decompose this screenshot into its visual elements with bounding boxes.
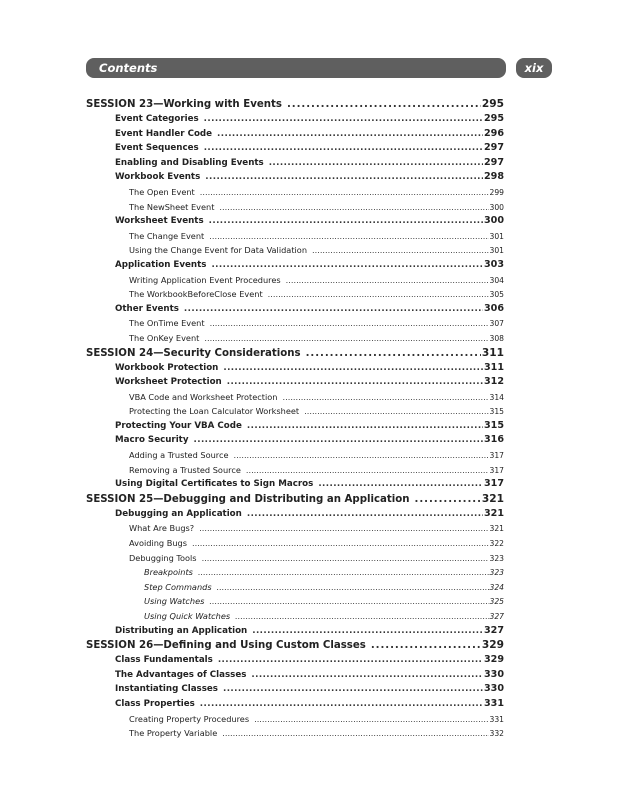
- dot-leader: [194, 433, 483, 448]
- toc-entry-page: 323: [489, 568, 504, 578]
- dot-leader: [371, 638, 481, 653]
- dot-leader: [235, 609, 488, 624]
- dot-leader: [184, 302, 483, 317]
- dot-leader: [318, 477, 483, 492]
- toc-entry-title: Event Sequences: [115, 143, 199, 154]
- toc-entry: [86, 127, 504, 142]
- toc-entry-title: Using the Change Event for Data Validation: [129, 245, 308, 256]
- dot-leader: [217, 127, 483, 142]
- toc-entry: [86, 551, 504, 566]
- toc-entry-title: Avoiding Bugs: [129, 538, 187, 549]
- dot-leader: [204, 112, 483, 127]
- toc-entry: [86, 726, 504, 741]
- toc-entry: [86, 390, 504, 405]
- dot-leader: [205, 170, 483, 185]
- toc-entry-title: SESSION 23—Working with Events: [86, 99, 282, 110]
- toc-entry-page: 317: [489, 451, 504, 461]
- dot-leader: [287, 97, 481, 112]
- toc-entry: [86, 361, 504, 376]
- toc-entry-page: 299: [489, 187, 504, 197]
- dot-leader: [200, 697, 483, 712]
- dot-leader: [211, 258, 483, 273]
- toc-entry: [86, 302, 504, 317]
- dot-leader: [268, 287, 489, 302]
- toc-entry-title: The Open Event: [129, 186, 195, 197]
- toc-entry-page: 303: [483, 258, 504, 270]
- toc-entry-title: Worksheet Protection: [115, 377, 222, 388]
- dot-leader: [223, 361, 483, 376]
- toc-entry: [86, 507, 504, 522]
- toc-entry-title: Workbook Protection: [115, 362, 219, 373]
- toc-entry: [86, 141, 504, 156]
- header-title: Contents: [99, 61, 158, 75]
- toc-entry-page: 324: [489, 582, 504, 592]
- dot-leader: [222, 726, 488, 741]
- toc-entry-page: 304: [489, 275, 504, 285]
- dot-leader: [283, 390, 489, 405]
- dot-leader: [219, 200, 488, 215]
- dot-leader: [252, 624, 483, 639]
- toc-entry-title: Using Digital Certificates to Sign Macros: [115, 479, 314, 490]
- toc-entry-title: Creating Property Procedures: [129, 713, 250, 724]
- toc-entry-title: The WorkbookBeforeClose Event: [129, 289, 263, 300]
- toc-entry-page: 300: [489, 202, 504, 212]
- toc-entry-title: Application Events: [115, 259, 207, 270]
- toc-entry: [86, 375, 504, 390]
- page-number-tab: [516, 58, 552, 78]
- dot-leader: [223, 682, 483, 697]
- toc-entry-page: 301: [489, 231, 504, 241]
- toc-entry-page: 321: [481, 492, 504, 505]
- dot-leader: [269, 156, 483, 171]
- toc-entry-page: 327: [483, 624, 504, 636]
- toc-entry: [86, 185, 504, 200]
- toc-entry: [86, 229, 504, 244]
- dot-leader: [209, 229, 488, 244]
- dot-leader: [247, 419, 483, 434]
- toc-entry: [86, 609, 504, 624]
- toc-entry-page: 308: [489, 333, 504, 343]
- toc-entry: [86, 419, 504, 434]
- dot-leader: [312, 243, 488, 258]
- toc-entry-page: 297: [483, 142, 504, 154]
- toc-entry: [86, 521, 504, 536]
- toc-entry-page: 317: [483, 478, 504, 490]
- toc-entry: [86, 404, 504, 419]
- toc-entry-page: 323: [489, 553, 504, 563]
- toc-entry-page: 298: [483, 171, 504, 183]
- dot-leader: [217, 580, 489, 595]
- toc-entry-page: 315: [489, 407, 504, 417]
- toc-entry-title: Protecting the Loan Calculator Worksheet: [129, 406, 300, 417]
- toc-entry: [86, 258, 504, 273]
- toc-entry-page: 325: [489, 597, 504, 607]
- dot-leader: [304, 404, 488, 419]
- toc-entry-page: 312: [483, 376, 504, 388]
- toc-entry: [86, 565, 504, 580]
- toc-entry-title: Worksheet Events: [115, 216, 204, 227]
- dot-leader: [200, 185, 489, 200]
- toc-entry-title: The Change Event: [129, 230, 205, 241]
- toc-entry-page: 327: [489, 612, 504, 621]
- toc-entry: [86, 668, 504, 683]
- toc-entry-title: Debugging Tools: [129, 552, 197, 563]
- toc-entry-title: What Are Bugs?: [129, 523, 195, 534]
- toc-entry-page: 295: [483, 113, 504, 124]
- toc-entry-title: VBA Code and Worksheet Protection: [129, 391, 278, 402]
- toc-entry-page: 297: [483, 156, 504, 168]
- toc-entry-title: Class Properties: [115, 698, 195, 709]
- dot-leader: [209, 594, 488, 609]
- toc-entry-title: Instantiating Classes: [115, 684, 218, 695]
- toc-entry-page: 322: [489, 539, 504, 549]
- toc-entry: [86, 624, 504, 639]
- toc-entry-page: 331: [483, 697, 504, 709]
- toc-entry-title: Writing Application Event Procedures: [129, 274, 281, 285]
- dot-leader: [192, 536, 489, 551]
- toc-entry-title: The Advantages of Classes: [115, 669, 247, 680]
- toc-entry: [86, 316, 504, 331]
- toc-entry-page: 316: [483, 434, 504, 446]
- dot-leader: [234, 448, 489, 463]
- toc-entry-page: 329: [483, 654, 504, 666]
- toc-entry-title: Debugging an Application: [115, 508, 242, 519]
- toc-entry-title: Removing a Trusted Source: [129, 464, 241, 475]
- toc-entry-title: Step Commands: [144, 581, 212, 592]
- toc-session-entry: [86, 492, 504, 507]
- toc-entry: [86, 477, 504, 492]
- toc-entry-title: Adding a Trusted Source: [129, 450, 229, 461]
- toc-entry: [86, 273, 504, 288]
- toc-entry-page: 311: [481, 346, 504, 359]
- toc-entry-title: Other Events: [115, 303, 179, 314]
- toc-entry-page: 330: [483, 683, 504, 695]
- toc-entry: [86, 156, 504, 171]
- toc-entry-page: 307: [489, 319, 504, 329]
- toc-entry: [86, 712, 504, 727]
- toc-entry-title: SESSION 26—Defining and Using Custom Classes: [86, 640, 366, 652]
- toc-entry-title: The OnTime Event: [129, 318, 205, 329]
- toc-entry-page: 331: [489, 714, 504, 724]
- toc-entry-title: SESSION 25—Debugging and Distributing an Application: [86, 493, 410, 505]
- dot-leader: [204, 141, 483, 156]
- toc-entry: [86, 433, 504, 448]
- dot-leader: [251, 668, 483, 683]
- toc-entry-page: 311: [483, 361, 504, 373]
- toc-entry-page: 332: [489, 729, 504, 739]
- page-number: xix: [524, 61, 544, 75]
- toc-entry-title: Using Watches: [144, 596, 205, 607]
- toc-entry-title: SESSION 24—Security Considerations: [86, 347, 301, 359]
- toc-entry: [86, 200, 504, 215]
- toc-session-entry: [86, 346, 504, 361]
- toc-entry: [86, 243, 504, 258]
- toc-entry: [86, 463, 504, 478]
- toc-entry: [86, 331, 504, 346]
- toc-entry-page: 330: [483, 668, 504, 680]
- toc-session-entry: [86, 97, 504, 112]
- dot-leader: [210, 316, 489, 331]
- dot-leader: [306, 346, 481, 361]
- toc-entry-title: Macro Security: [115, 435, 189, 446]
- toc-entry-title: Breakpoints: [144, 567, 193, 578]
- toc-entry-page: 295: [481, 98, 504, 110]
- dot-leader: [198, 565, 489, 580]
- toc-entry: [86, 536, 504, 551]
- toc-entry-title: Using Quick Watches: [144, 611, 231, 621]
- toc-entry-page: 321: [489, 524, 504, 534]
- toc-entry-title: The NewSheet Event: [129, 201, 215, 212]
- toc-entry-page: 300: [483, 215, 504, 227]
- dot-leader: [227, 375, 483, 390]
- toc-entry-page: 329: [481, 639, 504, 652]
- toc-entry: [86, 112, 504, 127]
- toc-entry-title: The OnKey Event: [129, 332, 200, 343]
- table-of-contents: [86, 97, 504, 741]
- toc-entry-title: Protecting Your VBA Code: [115, 420, 242, 431]
- running-header: [86, 58, 506, 78]
- toc-entry: [86, 653, 504, 668]
- toc-entry-title: The Property Variable: [129, 728, 218, 739]
- toc-entry: [86, 594, 504, 609]
- toc-session-entry: [86, 638, 504, 653]
- toc-entry-page: 305: [489, 290, 504, 300]
- dot-leader: [254, 712, 488, 727]
- dot-leader: [246, 463, 489, 478]
- toc-entry: [86, 697, 504, 712]
- dot-leader: [204, 331, 488, 346]
- toc-entry-page: 314: [489, 392, 504, 402]
- toc-entry-title: Event Categories: [115, 114, 199, 124]
- toc-entry: [86, 580, 504, 595]
- dot-leader: [202, 551, 489, 566]
- dot-leader: [415, 492, 481, 507]
- dot-leader: [199, 521, 488, 536]
- toc-entry-title: Distributing an Application: [115, 625, 248, 636]
- toc-entry-title: Event Handler Code: [115, 128, 213, 139]
- toc-entry-title: Enabling and Disabling Events: [115, 157, 264, 168]
- dot-leader: [286, 273, 489, 288]
- toc-entry: [86, 448, 504, 463]
- toc-entry-page: 321: [483, 507, 504, 519]
- toc-entry-page: 317: [489, 465, 504, 475]
- toc-entry-page: 315: [483, 419, 504, 431]
- dot-leader: [218, 653, 483, 668]
- toc-entry: [86, 214, 504, 229]
- toc-entry-page: 301: [489, 246, 504, 256]
- toc-entry-title: Workbook Events: [115, 172, 201, 183]
- dot-leader: [247, 507, 483, 522]
- toc-entry: [86, 170, 504, 185]
- toc-entry: [86, 287, 504, 302]
- toc-entry-title: Class Fundamentals: [115, 655, 213, 666]
- dot-leader: [209, 214, 483, 229]
- toc-entry: [86, 682, 504, 697]
- toc-entry-page: 306: [483, 302, 504, 314]
- toc-entry-page: 296: [483, 127, 504, 139]
